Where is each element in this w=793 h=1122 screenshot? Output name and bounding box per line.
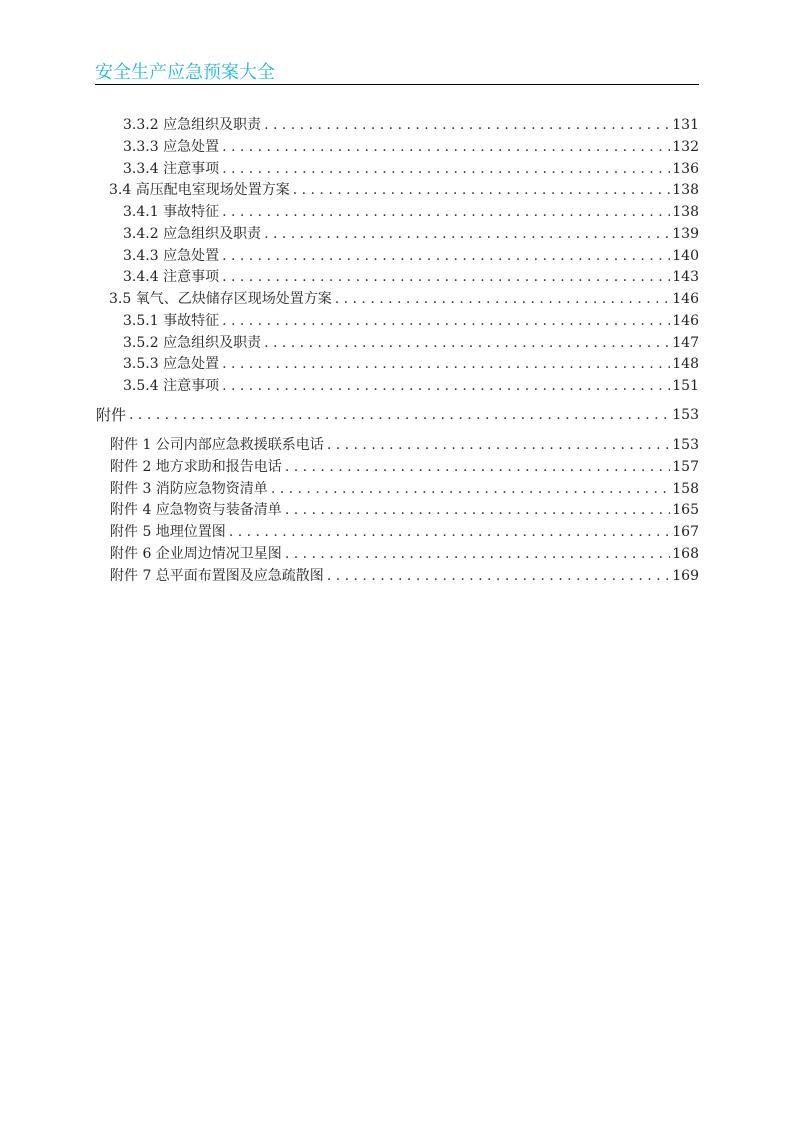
header-rule <box>95 84 699 85</box>
toc-dot-leader <box>222 137 670 157</box>
toc-dot-leader <box>129 405 670 425</box>
toc-entry-page: 165 <box>672 502 699 519</box>
toc-entry-title: 附件 2 地方求助和报告电话 <box>110 458 282 475</box>
toc-entry-page: 168 <box>672 546 699 562</box>
toc-entry[interactable] <box>110 479 699 499</box>
toc-entry[interactable] <box>110 522 699 542</box>
toc-dot-leader <box>285 544 670 564</box>
toc-entry-page: 147 <box>672 334 699 351</box>
toc-entry[interactable] <box>123 246 699 266</box>
toc-entry-page: 167 <box>672 524 699 541</box>
toc-entry[interactable] <box>110 544 699 564</box>
toc-entry-title: 3.4.3 应急处置 <box>123 247 220 264</box>
toc-dot-leader <box>222 311 670 331</box>
toc-entry-title: 3.4.4 注意事项 <box>123 269 220 286</box>
toc-entry-title: 3.4 高压配电室现场处置方案 <box>109 182 290 199</box>
toc-entry-page: 158 <box>672 480 699 497</box>
toc-entry-title: 附件 <box>96 406 127 424</box>
toc-entry[interactable] <box>123 354 699 374</box>
toc-entry-title: 附件 6 企业周边情况卫星图 <box>110 546 282 562</box>
toc-dot-leader <box>264 333 670 353</box>
toc-dot-leader <box>327 435 670 455</box>
toc-entry[interactable] <box>123 224 699 244</box>
toc-dot-leader <box>222 246 670 266</box>
toc-entry-page: 146 <box>672 312 699 329</box>
toc-entry-title: 附件 7 总平面布置图及应急疏散图 <box>110 567 324 584</box>
toc-entry-page: 138 <box>672 204 699 220</box>
toc-entry[interactable] <box>110 435 699 455</box>
toc-entry[interactable] <box>123 333 699 353</box>
toc-entry-page: 132 <box>672 138 699 155</box>
toc-entry[interactable] <box>110 566 699 586</box>
toc-dot-leader <box>222 202 670 222</box>
document-header-title: 安全生产应急预案大全 <box>95 62 275 83</box>
toc-entry[interactable] <box>123 376 699 396</box>
toc-dot-leader <box>293 180 671 200</box>
toc-entry[interactable] <box>96 405 699 425</box>
toc-entry-title: 附件 4 应急物资与装备清单 <box>110 502 282 519</box>
toc-dot-leader <box>285 457 670 477</box>
toc-dot-leader <box>271 479 670 499</box>
toc-entry-page: 157 <box>672 458 699 475</box>
toc-entry-title: 附件 1 公司内部应急救援联系电话 <box>110 437 324 453</box>
toc-entry-page: 148 <box>672 356 699 373</box>
toc-entry[interactable] <box>109 289 699 309</box>
toc-entry-page: 131 <box>672 117 699 133</box>
toc-entry-title: 3.5.3 应急处置 <box>123 356 220 373</box>
toc-entry[interactable] <box>123 311 699 331</box>
toc-entry-page: 151 <box>672 378 699 394</box>
toc-dot-leader <box>335 289 671 309</box>
toc-entry[interactable] <box>123 159 699 179</box>
toc-entry-page: 140 <box>672 247 699 264</box>
toc-entry[interactable] <box>123 202 699 222</box>
toc-dot-leader <box>285 500 670 520</box>
toc-entry-title: 3.3.3 应急处置 <box>123 138 220 155</box>
toc-entry[interactable] <box>123 137 699 157</box>
toc-dot-leader <box>222 267 670 287</box>
toc-entry-title: 3.3.4 注意事项 <box>123 160 220 177</box>
toc-entry-page: 153 <box>672 437 699 453</box>
toc-dot-leader <box>327 566 670 586</box>
toc-entry[interactable] <box>110 457 699 477</box>
toc-entry[interactable] <box>109 180 699 200</box>
toc-entry-title: 3.4.2 应急组织及职责 <box>123 225 262 242</box>
toc-entry-page: 138 <box>672 182 699 199</box>
toc-entry-title: 附件 3 消防应急物资清单 <box>110 480 268 497</box>
toc-entry-title: 3.5.1 事故特征 <box>123 312 220 329</box>
toc-dot-leader <box>222 376 670 396</box>
toc-entry-title: 3.5.2 应急组织及职责 <box>123 334 262 351</box>
toc-entry-page: 169 <box>672 567 699 584</box>
toc-dot-leader <box>222 159 670 179</box>
toc-entry-title: 3.5 氧气、乙炔储存区现场处置方案 <box>109 291 332 307</box>
toc-entry-page: 146 <box>672 291 699 307</box>
toc-entry[interactable] <box>123 115 699 135</box>
toc-entry[interactable] <box>110 500 699 520</box>
toc-dot-leader <box>229 522 670 542</box>
toc-entry-page: 139 <box>672 225 699 242</box>
toc-entry-title: 3.4.1 事故特征 <box>123 204 220 220</box>
toc-entry-title: 附件 5 地理位置图 <box>110 524 226 541</box>
toc-entry-title: 3.3.2 应急组织及职责 <box>123 117 262 133</box>
toc-dot-leader <box>264 115 670 135</box>
toc-dot-leader <box>264 224 670 244</box>
toc-dot-leader <box>222 354 670 374</box>
toc-entry-page: 136 <box>672 160 699 177</box>
toc-entry-page: 143 <box>672 269 699 286</box>
toc-entry[interactable] <box>123 267 699 287</box>
toc-entry-title: 3.5.4 注意事项 <box>123 378 220 394</box>
toc-entry-page: 153 <box>672 407 699 423</box>
